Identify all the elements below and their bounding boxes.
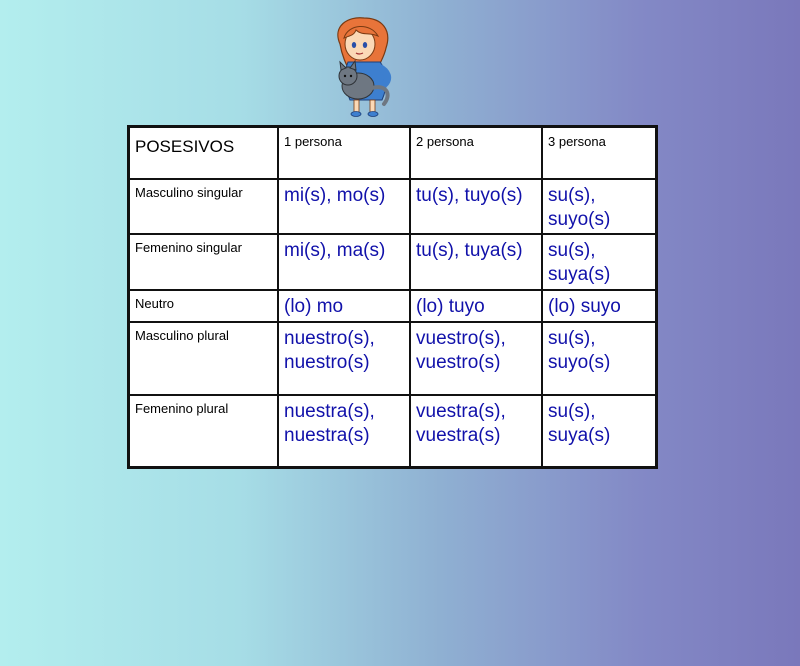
table-cell — [278, 234, 410, 290]
cell-value: su(s), suyo(s) — [548, 328, 611, 374]
table-cell — [542, 322, 655, 395]
cell-value: mi(s), mo(s) — [284, 184, 386, 206]
column-header-1: 1 persona — [284, 134, 342, 149]
table-cell — [278, 322, 410, 395]
column-header-2: 2 persona — [416, 134, 474, 149]
table-cell — [410, 395, 542, 466]
header-cell — [410, 128, 542, 179]
table-cell — [542, 179, 655, 235]
cell-value: nuestro(s), nuestro(s) — [284, 328, 375, 374]
row-label: Femenino plural — [135, 401, 229, 417]
table-title: POSESIVOS — [135, 137, 235, 156]
cell-value: su(s), suyo(s) — [548, 184, 611, 230]
table-row — [130, 322, 655, 395]
row-label-cell — [130, 290, 278, 322]
possessives-table — [130, 128, 655, 466]
header-cell — [130, 128, 278, 179]
table-header-row — [130, 128, 655, 179]
row-label: Femenino singular — [135, 240, 242, 256]
row-label: Masculino singular — [135, 184, 243, 200]
girl-with-cat-illustration — [326, 14, 406, 118]
row-label-cell — [130, 179, 278, 235]
table-cell — [410, 179, 542, 235]
cell-value: tu(s), tuyo(s) — [416, 184, 523, 206]
table-cell — [278, 290, 410, 322]
cell-value: su(s), suya(s) — [548, 401, 611, 447]
row-label: Masculino plural — [135, 328, 229, 344]
cell-value: vuestra(s), vuestra(s) — [416, 401, 506, 447]
table-cell — [542, 234, 655, 290]
header-cell — [542, 128, 655, 179]
table-cell — [542, 395, 655, 466]
table-cell — [410, 322, 542, 395]
possessives-table-container — [127, 125, 658, 469]
table-cell — [278, 395, 410, 466]
cell-value: mi(s), ma(s) — [284, 240, 386, 262]
table-cell — [278, 179, 410, 235]
cell-value: nuestra(s), nuestra(s) — [284, 401, 375, 447]
column-header-3: 3 persona — [548, 134, 606, 149]
row-label-cell — [130, 395, 278, 466]
table-cell — [542, 290, 655, 322]
table-row — [130, 179, 655, 235]
cell-value: tu(s), tuya(s) — [416, 240, 523, 262]
table-row — [130, 290, 655, 322]
row-label-cell — [130, 322, 278, 395]
table-row — [130, 395, 655, 466]
cell-value: su(s), suya(s) — [548, 240, 611, 286]
cell-value: vuestro(s), vuestro(s) — [416, 328, 506, 374]
cell-value: (lo) suyo — [548, 295, 621, 317]
table-cell — [410, 234, 542, 290]
header-cell — [278, 128, 410, 179]
row-label-cell — [130, 234, 278, 290]
cell-value: (lo) tuyo — [416, 295, 485, 317]
cell-value: (lo) mo — [284, 295, 344, 317]
table-cell — [410, 290, 542, 322]
table-row — [130, 234, 655, 290]
row-label: Neutro — [135, 295, 175, 311]
